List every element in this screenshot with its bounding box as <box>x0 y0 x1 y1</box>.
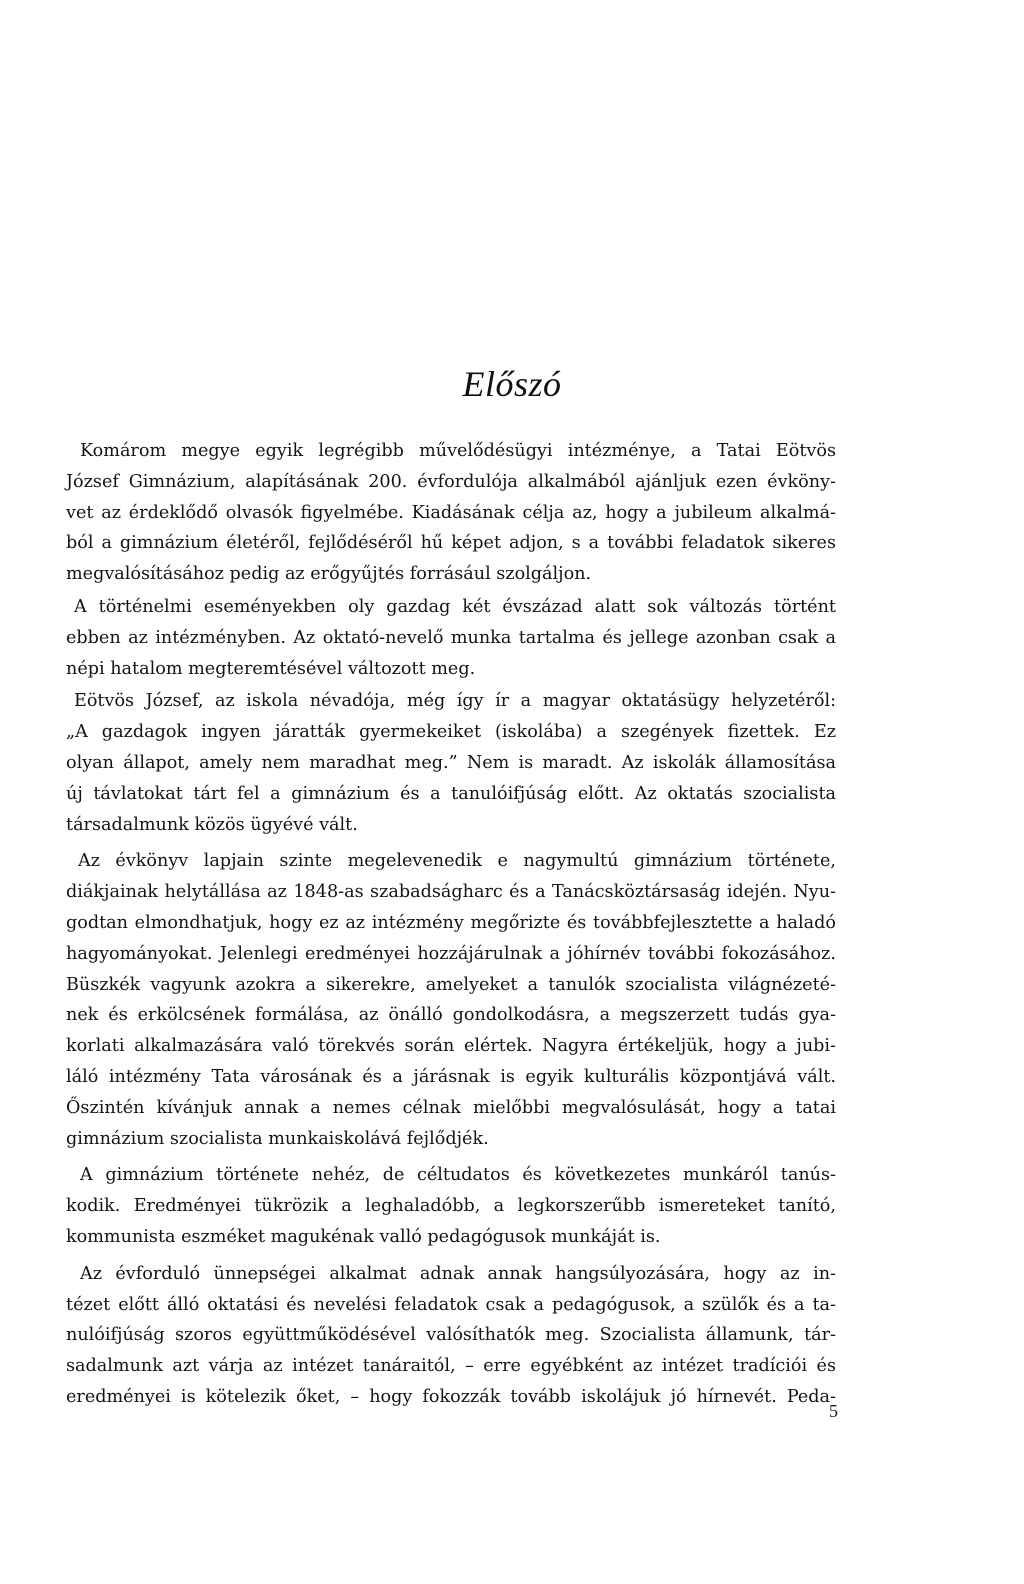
text-line: tézet előtt álló oktatási és nevelési feladatok csak a pedagógusok, a szülők és a ta- <box>66 1294 836 1315</box>
body-text <box>66 436 836 1413</box>
text-line: társadalmunk közös ügyévé vált. <box>66 814 358 835</box>
paragraph-4 <box>66 846 836 1154</box>
text-line: godtan elmondhatjuk, hogy ez az intézmény megőrizte és továbbfejlesztette a haladó <box>66 912 836 933</box>
text-line: Büszkék vagyunk azokra a sikerekre, amelyeket a tanulók szocialista világnézeté- <box>66 974 836 995</box>
text-line: ebben az intézményben. Az oktató-nevelő munka tartalma és jellege azonban csak a <box>66 627 836 648</box>
text-line: olyan állapot, amely nem maradhat meg.” Nem is maradt. Az iskolák államosítása <box>66 752 836 773</box>
page-title: Előszó <box>462 364 562 404</box>
text-line: láló intézmény Tata városának és a járásnak is egyik kulturális központjává vált. <box>66 1066 836 1087</box>
paragraph-3 <box>66 686 836 840</box>
text-line: „A gazdagok ingyen járatták gyermekeiket (iskolába) a szegények fizettek. Ez <box>66 722 836 743</box>
text-line: Az évkönyv lapjain szinte megelevenedik e nagymultú gimnázium története, <box>78 851 836 872</box>
text-line: József Gimnázium, alapításának 200. évfordulója alkalmából ajánljuk ezen évköny- <box>66 471 836 492</box>
text-line: A történelmi eseményekben oly gazdag két évszázad alatt sok változás történt <box>74 596 836 617</box>
text-line: vet az érdeklődő olvasók figyelmébe. Kiadásának célja az, hogy a jubileum alkalmá- <box>66 502 836 523</box>
text-line: eredményei is kötelezik őket, – hogy fokozzák tovább iskolájuk jó hírnevét. Peda- <box>66 1386 836 1407</box>
text-line: Komárom megye egyik legrégibb művelődésügyi intézménye, a Tatai Eötvös <box>80 441 836 461</box>
text-line: Őszintén kívánjuk annak a nemes célnak mielőbbi megvalósulását, hogy a tatai <box>66 1097 836 1118</box>
text-line: Eötvös József, az iskola névadója, még így ír a magyar oktatásügy helyzetéről: <box>74 691 836 712</box>
text-line: nek és erkölcsének formálása, az önálló gondolkodásra, a megszerzett tudás gya- <box>66 1005 836 1026</box>
paragraph-2 <box>66 592 836 684</box>
text-line: megvalósításához pedig az erőgyűjtés forrásául szolgáljon. <box>66 564 592 585</box>
text-line: kommunista eszméket magukénak valló pedagógusok munkáját is. <box>66 1226 661 1247</box>
text-line: új távlatokat tárt fel a gimnázium és a tanulóifjúság előtt. Az oktatás szocialista <box>66 783 836 804</box>
text-line: diákjainak helytállása az 1848-as szabadságharc és a Tanácsköztársaság idején. Nyu- <box>66 882 836 903</box>
paragraph-1 <box>66 436 836 590</box>
paragraph-5 <box>66 1160 836 1252</box>
text-line: hagyományokat. Jelenlegi eredményei hozzájárulnak a jóhírnév további fokozásához. <box>66 943 836 964</box>
page-number: 5 <box>829 1401 838 1421</box>
text-line: Az évforduló ünnepségei alkalmat adnak annak hangsúlyozására, hogy az in- <box>80 1263 836 1284</box>
text-line: népi hatalom megteremtésével változott meg. <box>66 658 476 679</box>
text-line: nulóifjúság szoros együttműködésével valósíthatók meg. Szocialista államunk, tár- <box>66 1325 836 1346</box>
text-line: ból a gimnázium életéről, fejlődéséről hű képet adjon, s a további feladatok sikeres <box>66 533 836 554</box>
text-line: sadalmunk azt várja az intézet tanáraitól, – erre egyébként az intézet tradíciói és <box>66 1356 836 1377</box>
paragraph-6 <box>66 1259 836 1413</box>
text-line: kodik. Eredményei tükrözik a leghaladóbb, a legkorszerűbb ismereteket tanító, <box>66 1196 836 1217</box>
text-line: A gimnázium története nehéz, de céltudatos és következetes munkáról tanús- <box>80 1165 836 1186</box>
text-line: gimnázium szocialista munkaiskolává fejlődjék. <box>66 1128 489 1149</box>
text-line: korlati alkalmazására való törekvés során elértek. Nagyra értékeljük, hogy a jubi- <box>66 1036 836 1057</box>
